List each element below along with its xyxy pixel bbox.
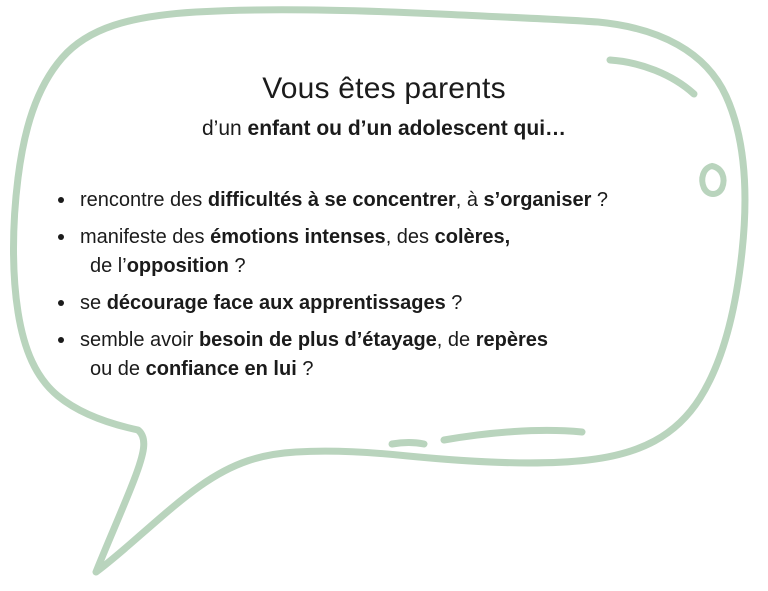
- bullet-dot-icon: [58, 300, 64, 306]
- bullet-list: [48, 186, 720, 392]
- page-title: Vous êtes parents: [262, 72, 506, 105]
- bullet-dot-icon: [58, 337, 64, 343]
- bullet-dot-icon: [58, 234, 64, 240]
- bullet-text: semble avoir: [80, 329, 199, 351]
- bullet-dot-icon: [58, 197, 64, 203]
- bullet-line: [80, 329, 548, 351]
- bullet-line: [80, 226, 510, 248]
- bullet-text: ou de: [90, 358, 146, 380]
- bullet-emphasis: opposition: [126, 255, 229, 277]
- bullet-text: se: [80, 292, 107, 314]
- bullet-emphasis: repères: [475, 329, 548, 351]
- bullet-text: ?: [296, 358, 314, 380]
- bullet-emphasis: émotions intenses: [210, 226, 386, 248]
- bullet-text: ?: [445, 292, 463, 314]
- bullet-line: [80, 252, 720, 281]
- bullet-emphasis: décourage face aux apprentissages: [106, 292, 446, 314]
- list-item: [48, 223, 720, 281]
- list-item: [48, 186, 720, 215]
- bullet-line: [80, 355, 720, 384]
- bullet-emphasis: difficultés à se concentrer: [207, 189, 456, 211]
- subtitle-prefix: d’un: [201, 117, 248, 140]
- bullet-emphasis: colères,: [434, 226, 511, 248]
- bullet-text: ?: [591, 189, 609, 211]
- bullet-line: [80, 189, 608, 211]
- subtitle-emphasis: enfant ou d’un adolescent qui…: [247, 117, 567, 140]
- bullet-text: , de: [436, 329, 476, 351]
- page-subtitle: [0, 117, 768, 141]
- bullet-text: manifeste des: [80, 226, 211, 248]
- bullet-line: [80, 292, 462, 314]
- bullet-text: , à: [455, 189, 484, 211]
- list-item: [48, 289, 720, 318]
- bullet-text: ?: [228, 255, 246, 277]
- bullet-text: , des: [385, 226, 435, 248]
- bullet-emphasis: besoin de plus d’étayage: [198, 329, 437, 351]
- list-item: [48, 326, 720, 384]
- bullet-text: de l’: [90, 255, 127, 277]
- bullet-emphasis: s’organiser: [483, 189, 592, 211]
- bullet-text: rencontre des: [80, 189, 208, 211]
- bullet-emphasis: confiance en lui: [145, 358, 297, 380]
